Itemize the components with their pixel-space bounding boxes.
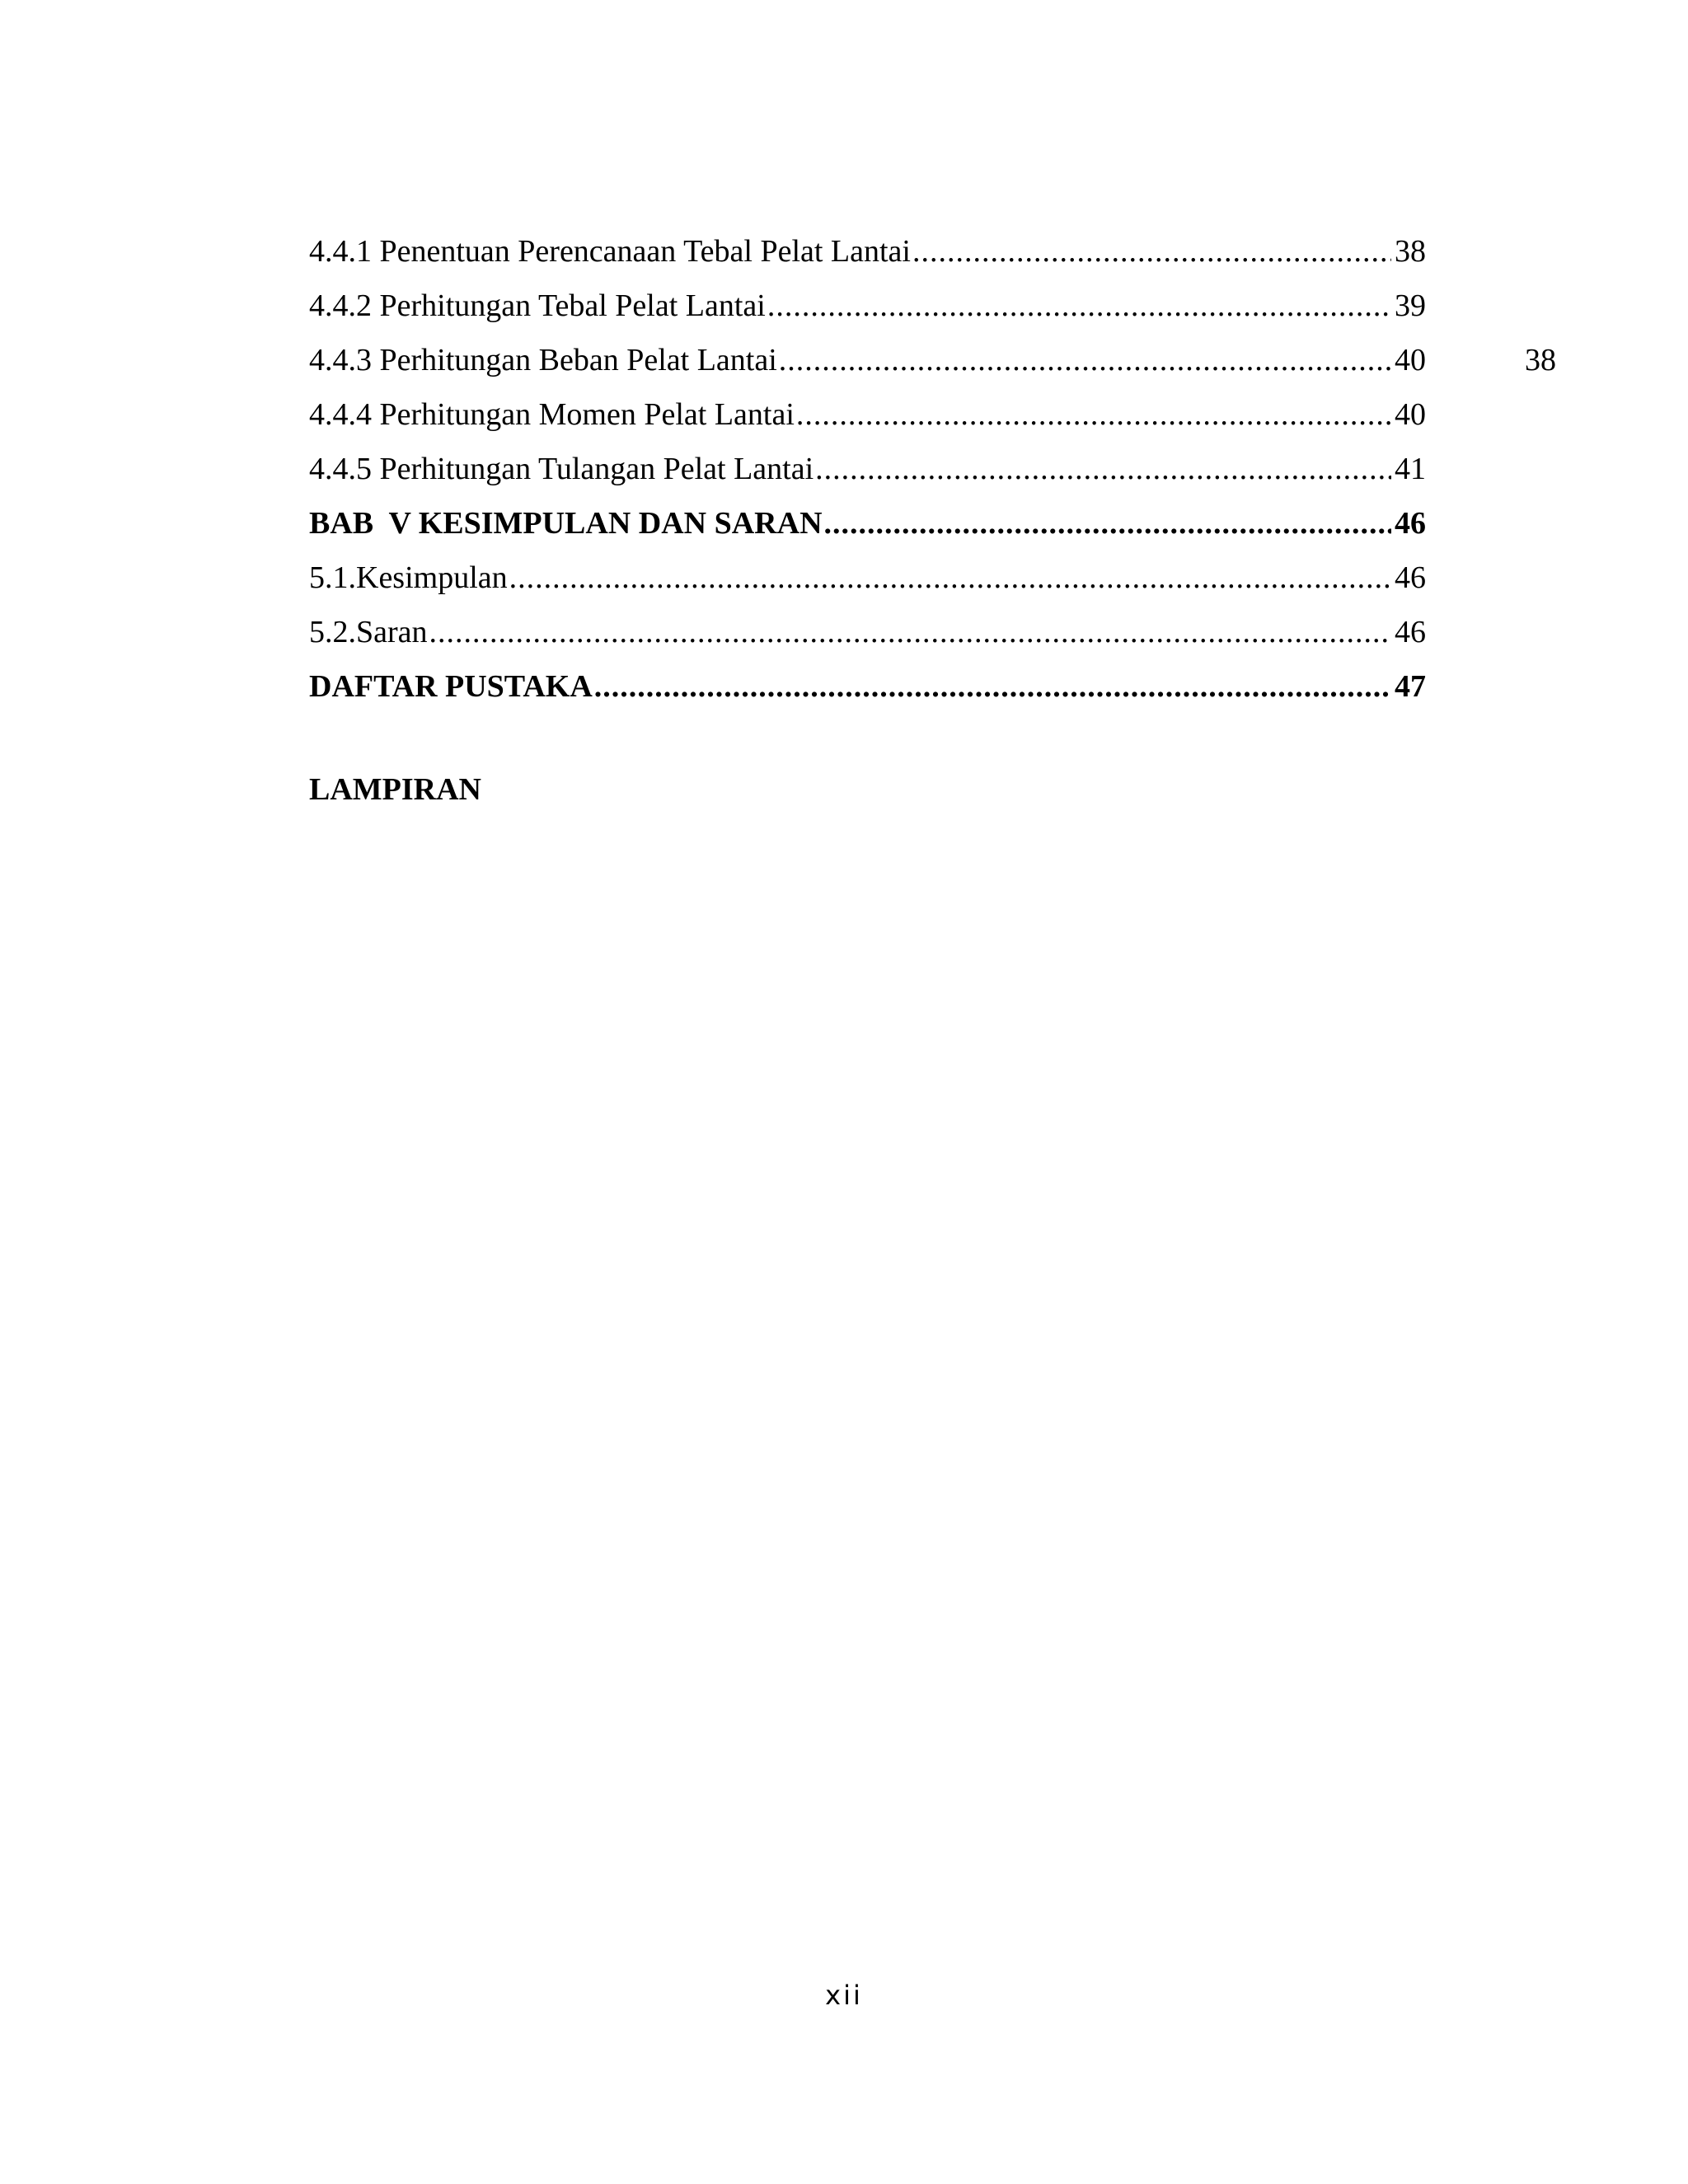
- toc-chapter-entry: [309, 659, 1426, 714]
- table-of-contents: [309, 224, 1426, 714]
- toc-entry: [309, 605, 1426, 659]
- toc-entry: [309, 224, 1426, 279]
- toc-chapter-entry: [309, 496, 1426, 551]
- toc-entry-label: DAFTAR PUSTAKA: [309, 669, 593, 704]
- toc-entry: [309, 333, 1426, 387]
- toc-dot-leader: [815, 442, 1391, 496]
- toc-entry-page: 39: [1395, 288, 1426, 323]
- toc-dot-leader: [509, 551, 1391, 605]
- toc-entry-page: 40: [1395, 397, 1426, 432]
- toc-entry-label: 5.1.Kesimpulan: [309, 560, 508, 595]
- toc-dot-leader: [767, 279, 1391, 333]
- toc-dot-leader: [594, 659, 1391, 714]
- margin-page-note: 38: [1525, 343, 1556, 377]
- toc-entry: [309, 551, 1426, 605]
- toc-entry-label: 4.4.2 Perhitungan Tebal Pelat Lantai: [309, 288, 766, 323]
- toc-entry-label: 4.4.1 Penentuan Perencanaan Tebal Pelat Lantai: [309, 234, 911, 269]
- toc-entry-label: 4.4.4 Perhitungan Momen Pelat Lantai: [309, 397, 795, 432]
- toc-entry-page: 47: [1395, 669, 1426, 704]
- toc-entry-page: 46: [1395, 506, 1426, 541]
- toc-entry-page: 41: [1395, 452, 1426, 486]
- toc-entry-label: 5.2.Saran: [309, 615, 428, 649]
- toc-dot-leader: [429, 605, 1391, 659]
- toc-entry-page: 38: [1395, 234, 1426, 269]
- toc-dot-leader: [779, 333, 1391, 387]
- toc-entry: [309, 442, 1426, 496]
- toc-entry: [309, 279, 1426, 333]
- toc-entry: [309, 387, 1426, 442]
- toc-entry-label: 4.4.3 Perhitungan Beban Pelat Lantai: [309, 343, 777, 377]
- toc-entry-page: 40: [1395, 343, 1426, 377]
- toc-dot-leader: [796, 387, 1391, 442]
- toc-dot-leader: [912, 224, 1391, 279]
- lampiran-heading: LAMPIRAN: [309, 772, 481, 807]
- toc-entry-page: 46: [1395, 560, 1426, 595]
- page-number: xii: [825, 1980, 863, 2011]
- toc-dot-leader: [824, 496, 1391, 551]
- toc-entry-page: 46: [1395, 615, 1426, 649]
- toc-entry-label: 4.4.5 Perhitungan Tulangan Pelat Lantai: [309, 452, 814, 486]
- toc-entry-label: BAB V KESIMPULAN DAN SARAN: [309, 506, 823, 541]
